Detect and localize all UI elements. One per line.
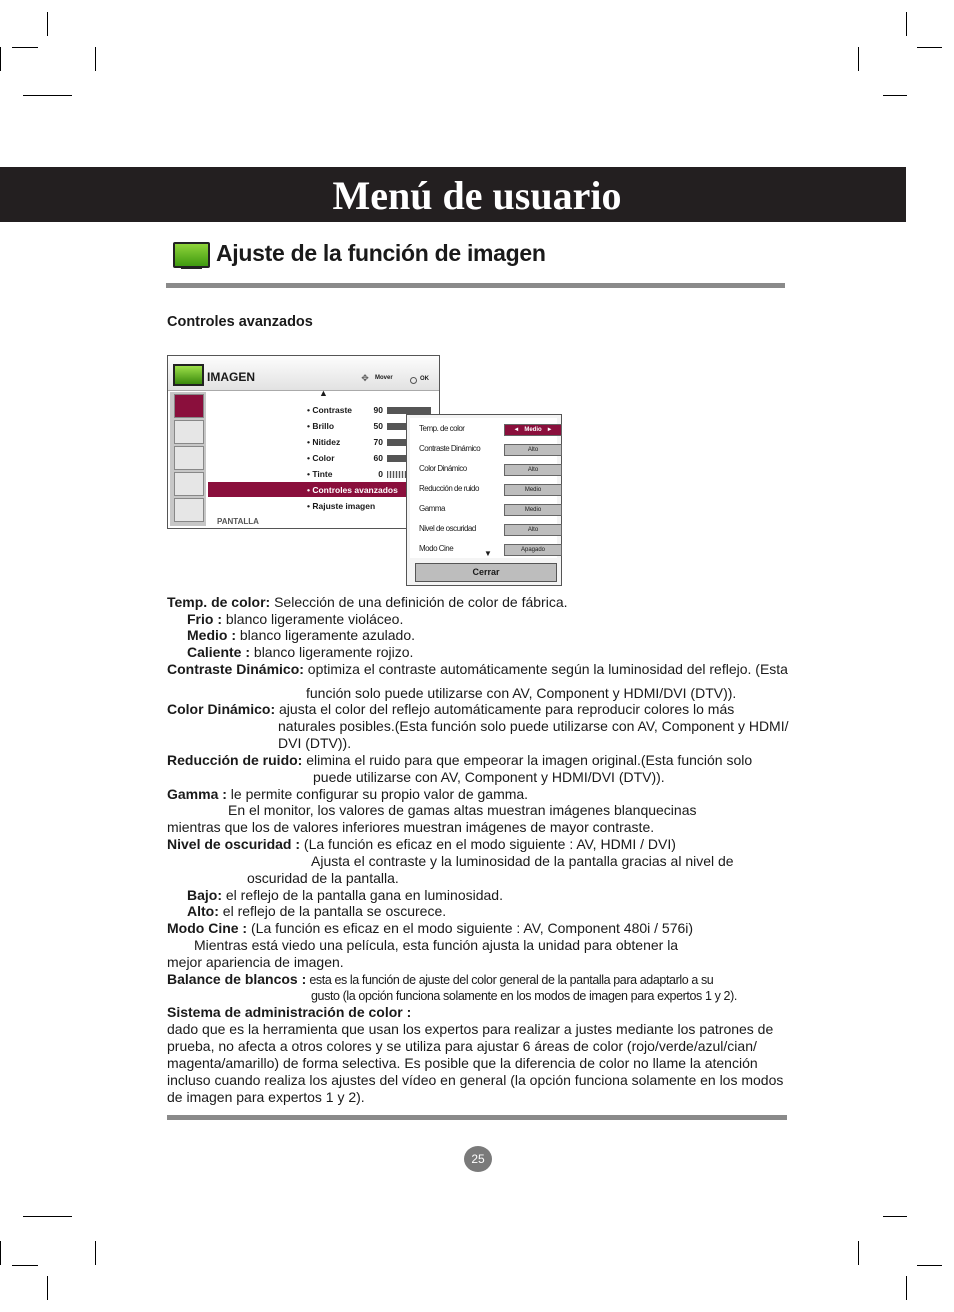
submenu-label: Gamma [419, 504, 445, 513]
definition: el reflejo de la pantalla gana en luminosidad. [222, 887, 503, 903]
crop-mark [858, 47, 859, 71]
term: Reducción de ruido: [167, 752, 303, 768]
ok-label: OK [420, 376, 429, 382]
crop-mark [47, 12, 48, 36]
term: Frio : [187, 611, 222, 627]
text-line [167, 836, 676, 852]
submenu-value[interactable]: Medio [504, 484, 562, 496]
text-line: incluso cuando realiza los ajustes del vídeo en general (la opción funciona solamente en los modos [167, 1072, 784, 1088]
move-label: Mover [375, 375, 393, 381]
submenu-value: Medio [524, 427, 542, 433]
clock-tab-icon[interactable] [174, 446, 204, 470]
definition: esta es la función de ajuste del color general de la pantalla para adaptarlo a su [306, 973, 714, 987]
submenu-label: Reducción de ruido [419, 484, 479, 493]
crop-mark [0, 47, 1, 71]
text-line [187, 611, 403, 627]
definition: blanco ligeramente violáceo. [222, 611, 404, 627]
text-line [187, 903, 446, 919]
submenu-label: Temp. de color [419, 424, 465, 433]
definition: optimiza el contraste automáticamente según la luminosidad del reflejo. (Esta [303, 661, 788, 677]
submenu-label: Nivel de oscuridad [419, 524, 476, 533]
tv-monitor-icon [173, 242, 210, 268]
term: Contraste Dinámico: [167, 661, 304, 677]
term: Nivel de oscuridad : [167, 836, 301, 852]
term: Balance de blancos : [167, 971, 307, 987]
tv-icon [173, 364, 204, 386]
crop-mark [12, 47, 38, 48]
definition: el reflejo de la pantalla se oscurece. [218, 903, 447, 919]
osd-slider[interactable] [387, 407, 431, 414]
ok-button-icon [410, 377, 417, 384]
text-line: naturales posibles.(Esta función solo puede utilizarse con AV, Component y HDMI/ [278, 718, 789, 734]
crop-mark [906, 1276, 907, 1300]
picture-tab-icon[interactable] [174, 394, 204, 418]
osd-title: IMAGEN [207, 370, 255, 384]
osd-value: 50 [373, 421, 383, 431]
text-line: prueba, no afecta a otros colores y se utiliza para ajustar 6 áreas de color (rojo/verde/azul/cian/ [167, 1038, 757, 1054]
definition: blanco ligeramente azulado. [236, 627, 416, 643]
crop-mark [23, 95, 72, 96]
osd-value: 70 [373, 437, 383, 447]
osd-item-color[interactable]: • Color [307, 453, 335, 463]
text-line: puede utilizarse con AV, Component y HDMI/DVI (DTV)). [313, 769, 665, 785]
text-line: de imagen para expertos 1 y 2). [167, 1089, 365, 1105]
submenu-label: Contraste Dinámico [419, 444, 481, 453]
term: Gamma : [167, 786, 227, 802]
divider-top [166, 283, 785, 288]
definition: Selección de una definición de color de fábrica. [270, 594, 568, 610]
term: Color Dinámico: [167, 701, 276, 717]
text-line [187, 887, 503, 903]
definition: elimina el ruido para que empeorar la imagen original.(Esta función solo [302, 752, 753, 768]
definition: (La función es eficaz en el modo siguiente : AV, Component 480i / 576i) [247, 920, 694, 936]
osd-item-contraste[interactable]: • Contraste [307, 405, 353, 415]
crop-mark [0, 1241, 1, 1265]
osd-value: 90 [373, 405, 383, 415]
page-title: Menú de usuario [332, 173, 622, 218]
text-line: dado que es la herramienta que usan los expertos para realizar a justes mediante los patrones de [167, 1021, 774, 1037]
text-line: gusto (la opción funciona solamente en los modos de imagen para expertos 1 y 2). [311, 989, 737, 1003]
term: Alto: [187, 903, 219, 919]
osd-value: 0 [378, 469, 383, 479]
text-line: mejor apariencia de imagen. [167, 954, 344, 970]
text-line [167, 661, 788, 677]
definition: ajusta el color del reflejo automáticamente para reproducir colores lo más [275, 701, 735, 717]
definition: blanco ligeramente rojizo. [250, 644, 414, 660]
crop-mark [917, 1265, 942, 1266]
crop-mark [906, 12, 907, 36]
submenu-value[interactable]: Apagado [504, 544, 562, 556]
osd-item-controles-avanzados[interactable]: • Controles avanzados [307, 485, 398, 495]
term: Bajo: [187, 887, 222, 903]
options-tab-icon[interactable] [174, 472, 204, 496]
crop-mark [883, 95, 907, 96]
text-line [167, 786, 528, 802]
submenu-label: Color Dinámico [419, 464, 467, 473]
text-line [167, 752, 752, 768]
text-line [167, 594, 568, 610]
page-number: 25 [464, 1146, 492, 1172]
close-button[interactable]: Cerrar [415, 563, 557, 582]
crop-mark [12, 1265, 38, 1266]
crop-mark [95, 47, 96, 71]
osd-footer: PANTALLA [217, 517, 259, 526]
osd-header [168, 356, 439, 391]
definition: (La función es eficaz en el modo siguiente : AV, HDMI / DVI) [300, 836, 676, 852]
scroll-down-icon: ▼ [484, 549, 492, 558]
definition: le permite configurar su propio valor de gamma. [226, 786, 529, 802]
submenu-value-selected[interactable]: ◄ Medio ► [504, 424, 562, 436]
submenu-value[interactable]: Alto [504, 524, 562, 536]
submenu-label: Modo Cine [419, 544, 454, 553]
audio-tab-icon[interactable] [174, 420, 204, 444]
scroll-up-icon: ▲ [319, 388, 328, 398]
screen-tab-icon[interactable] [174, 498, 204, 522]
text-line: magenta/amarillo) de forma selectiva. Es posible que la diferencia de color no llame la atención [167, 1055, 758, 1071]
crop-mark [47, 1276, 48, 1300]
text-line [167, 920, 693, 936]
text-line [167, 701, 734, 717]
submenu-panel [410, 418, 557, 558]
submenu-value[interactable]: Alto [504, 464, 562, 476]
text-line: DVI (DTV)). [278, 735, 352, 751]
move-arrows-icon: ✥ [361, 373, 369, 383]
text-line [167, 971, 713, 988]
text-line: Mientras está viedo una película, esta función ajusta la unidad para obtener la [194, 937, 679, 953]
crop-mark [883, 1216, 907, 1217]
text-line [187, 644, 413, 660]
osd-value: 60 [373, 453, 383, 463]
term: Sistema de administración de color : [167, 1004, 412, 1020]
tv-stand-icon [181, 266, 202, 269]
crop-mark [917, 47, 942, 48]
section-title: Ajuste de la función de imagen [216, 240, 546, 266]
term: Temp. de color: [167, 594, 271, 610]
text-line: En el monitor, los valores de gamas altas muestran imágenes blanquecinas [228, 802, 697, 818]
osd-sidebar [170, 392, 206, 526]
osd-item-tinte[interactable]: • Tinte [307, 469, 333, 479]
divider-bottom [167, 1115, 787, 1120]
osd-item-nitidez[interactable]: • Nitidez [307, 437, 341, 447]
crop-mark [858, 1241, 859, 1265]
osd-submenu [406, 414, 562, 586]
osd-item-brillo[interactable]: • Brillo [307, 421, 335, 431]
term: Medio : [187, 627, 236, 643]
text-line: Ajusta el contraste y la luminosidad de la pantalla gracias al nivel de [311, 853, 734, 869]
crop-mark [23, 1216, 72, 1217]
crop-mark [95, 1241, 96, 1265]
submenu-value[interactable]: Medio [504, 504, 562, 516]
osd-menu [167, 355, 440, 529]
text-line [187, 627, 415, 643]
term: Modo Cine : [167, 920, 248, 936]
text-line: oscuridad de la pantalla. [247, 870, 399, 886]
text-line: función solo puede utilizarse con AV, Component y HDMI/DVI (DTV)). [306, 685, 737, 701]
osd-item-rajuste-imagen[interactable]: • Rajuste imagen [307, 501, 376, 511]
text-line: mientras que los de valores inferiores muestran imágenes de mayor contraste. [167, 819, 655, 835]
submenu-value[interactable]: Alto [504, 444, 562, 456]
term: Caliente : [187, 644, 251, 660]
subheading: Controles avanzados [167, 314, 313, 330]
